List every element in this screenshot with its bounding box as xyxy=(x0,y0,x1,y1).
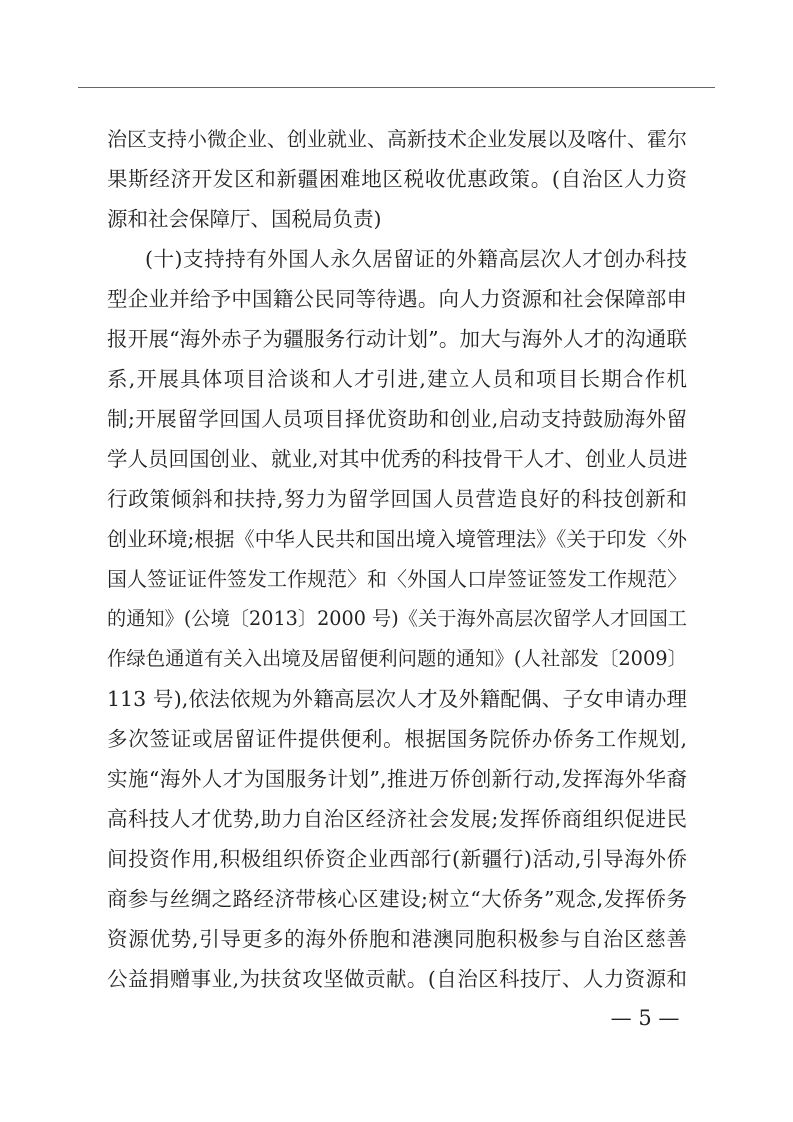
text-line: 系,开展具体项目洽谈和人才引进,建立人员和项目长期合作机 xyxy=(107,367,687,391)
text-line: 制;开展留学回国人员项目择优资助和创业,启动支持鼓励海外留 xyxy=(107,407,687,431)
text-line: 高科技人才优势,助力自治区经济社会发展;发挥侨商组织促进民 xyxy=(107,807,687,831)
text-line: 间投资作用,积极组织侨资企业西部行(新疆行)活动,引导海外侨 xyxy=(107,847,687,871)
text-line: 治区支持小微企业、创业就业、高新技术企业发展以及喀什、霍尔 xyxy=(107,127,687,151)
text-line: 作绿色通道有关入出境及居留便利问题的通知》(人社部发〔2009〕 xyxy=(107,647,687,670)
text-line: 行政策倾斜和扶持,努力为留学回国人员营造良好的科技创新和 xyxy=(107,487,687,511)
text-line: 学人员回国创业、就业,对其中优秀的科技骨干人才、创业人员进 xyxy=(107,447,688,471)
text-line: 创业环境;根据《中华人民共和国出境入境管理法》《关于印发〈外 xyxy=(107,527,687,551)
text-line: 多次签证或居留证件提供便利。根据国务院侨办侨务工作规划, xyxy=(107,727,687,751)
text-line: 国人签证证件签发工作规范〉和〈外国人口岸签证签发工作规范〉 xyxy=(107,567,687,591)
text-line: 报开展“海外赤子为疆服务行动计划”。加大与海外人才的沟通联 xyxy=(107,327,687,351)
text-line: (十)支持持有外国人永久居留证的外籍高层次人才创办科技 xyxy=(145,247,687,271)
text-line: 果斯经济开发区和新疆困难地区税收优惠政策。(自治区人力资 xyxy=(107,167,687,191)
text-line: 公益捐赠事业,为扶贫攻坚做贡献。(自治区科技厅、人力资源和 xyxy=(107,967,687,991)
text-line: 的通知》(公境〔2013〕2000 号)《关于海外高层次留学人才回国工 xyxy=(107,607,687,630)
text-line: 资源优势,引导更多的海外侨胞和港澳同胞积极参与自治区慈善 xyxy=(107,927,687,951)
text-line: 商参与丝绸之路经济带核心区建设;树立“大侨务”观念,发挥侨务 xyxy=(107,887,687,911)
text-line: 源和社会保障厅、国税局负责) xyxy=(107,207,382,231)
text-line: 实施“海外人才为国服务计划”,推进万侨创新行动,发挥海外华裔 xyxy=(107,767,687,791)
page-number: — 5 — xyxy=(610,1006,680,1030)
text-line: 型企业并给予中国籍公民同等待遇。向人力资源和社会保障部申 xyxy=(107,287,687,311)
text-line: 113 号),依法依规为外籍高层次人才及外籍配偶、子女申请办理 xyxy=(107,687,687,711)
